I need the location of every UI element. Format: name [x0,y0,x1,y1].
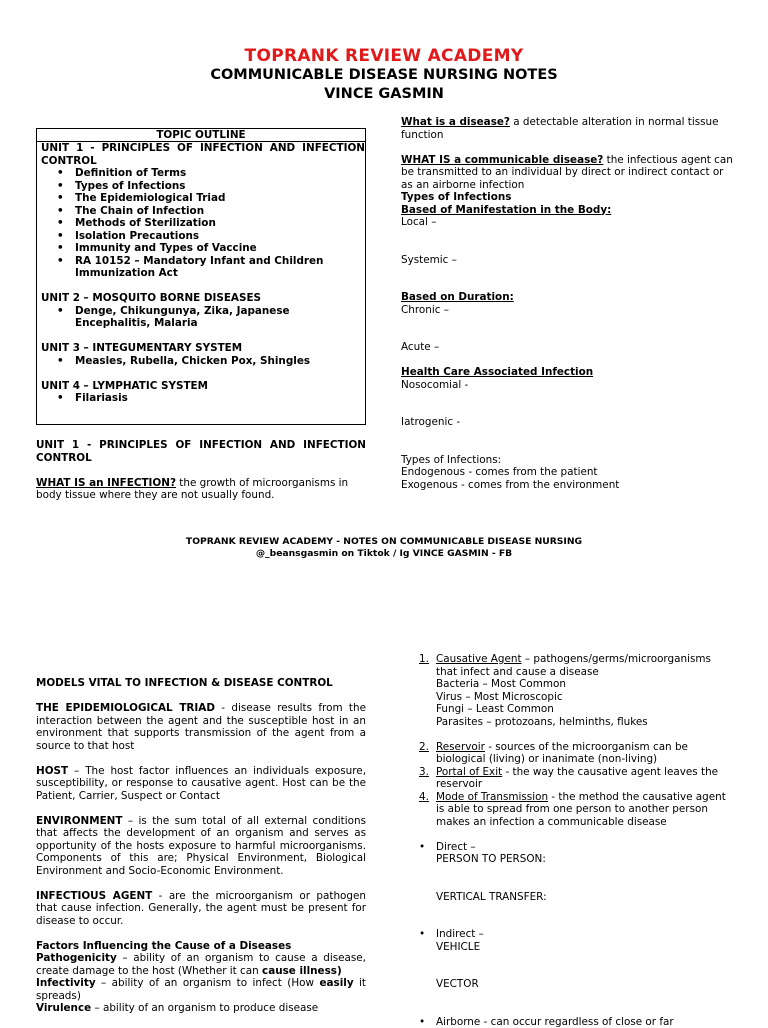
list-item: • Isolation Precautions [75,230,365,243]
page1-left-column [36,439,366,502]
unit2-title: UNIT 2 – MOSQUITO BORNE DISEASES [37,292,365,305]
triad-term: THE EPIDEMIOLOGICAL TRIAD [36,702,215,714]
unit2-topics [37,305,365,330]
page-footer [0,536,768,559]
item-number: 3. [419,766,429,779]
vector-label: VECTOR [401,978,733,991]
endogenous-label: Endogenous - comes from the patient [401,466,733,479]
unit1-title: UNIT 1 - PRINCIPLES OF INFECTION AND INFECTION CONTROL [37,142,365,167]
list-item: • Measles, Rubella, Chicken Pox, Shingles [75,355,365,368]
pathogenicity-paragraph [36,952,366,977]
infectivity-bold: easily [319,977,353,989]
virulence-term: Virulence [36,1002,91,1014]
portal-exit-def: - the way the causative agent leaves the reservoir [436,766,718,791]
page2-left-column [36,677,366,1015]
host-term: HOST [36,765,68,777]
topic-outline-title: TOPIC OUTLINE [37,129,365,142]
list-item: • RA 10152 – Mandatory Infant and Children Immunization Act [75,255,365,280]
item-number: 1. [419,653,429,666]
host-def: – The host factor influences an individuals exposure, susceptibility, or response to causative agent. Host can be the Patient, Carrier, Suspect or Contact [36,765,366,802]
infectivity-def1: – ability of an organism to infect (How [96,977,320,989]
vertical-transfer-label: VERTICAL TRANSFER: [401,891,733,904]
communicable-term: WHAT IS a communicable disease? [401,154,603,166]
list-item [401,741,733,766]
bacteria-line: Bacteria – Most Common [401,678,733,691]
environment-def: – is the sum total of all external conditions that affects the development of an organism and serves as opportunity of the hosts exposure to harmful microorganisms. Components of this are; Physical Environment, Biological Environment and Socio-Economic Environment. [36,815,366,877]
virulence-def: – ability of an organism to produce disease [91,1002,318,1014]
list-item [401,766,733,791]
agent-term: INFECTIOUS AGENT [36,890,152,902]
list-item: • Immunity and Types of Vaccine [75,242,365,255]
portal-exit-term: Portal of Exit [436,766,502,778]
hcai-heading: Health Care Associated Infection [401,366,733,379]
nosocomial-label: Nosocomial - [401,379,733,392]
infectivity-term: Infectivity [36,977,96,989]
person-to-person-label: PERSON TO PERSON: [401,853,733,866]
list-item: • Denge, Chikungunya, Zika, Japanese Encephalitis, Malaria [75,305,365,330]
disease-definition [401,116,733,141]
reservoir-term: Reservoir [436,741,485,753]
list-item: • Types of Infections [75,180,365,193]
page1-right-column [401,116,733,491]
agent-def: - are the microorganism or pathogen that cause infection. Generally, the agent must be present for disease to occur. [36,890,366,927]
factors-heading: Factors Influencing the Cause of a Diseases [36,940,366,953]
list-item [401,791,733,829]
infectivity-def2: it spreads) [36,977,366,1002]
unit1-heading: UNIT 1 - PRINCIPLES OF INFECTION AND INFECTION CONTROL [36,439,366,464]
pathogenicity-term: Pathogenicity [36,952,117,964]
academy-title: TOPRANK REVIEW ACADEMY [0,46,768,66]
footer-line2: @_beansgasmin on Tiktok / Ig VINCE GASMIN - FB [0,548,768,560]
manifestation-heading: Based of Manifestation in the Body: [401,204,733,217]
virus-line: Virus – Most Microscopic [401,691,733,704]
document-subtitle: COMMUNICABLE DISEASE NURSING NOTES [0,66,768,84]
transmission-term: Mode of Transmission [436,791,548,803]
triad-def: - disease results from the interaction between the agent and the susceptible host in an environment that supports transmission of the agent from a source to that host [36,702,366,752]
iatrogenic-label: Iatrogenic - [401,416,733,429]
triad-paragraph [36,702,366,752]
list-item [401,653,733,678]
virulence-paragraph [36,1002,366,1015]
unit3-title: UNIT 3 – INTEGUMENTARY SYSTEM [37,342,365,355]
list-item: • Filariasis [75,392,365,405]
chain-list-cont [401,741,733,829]
vehicle-label: VEHICLE [401,941,733,954]
indirect-item: • Indirect – [401,928,733,941]
unit4-topics [37,392,365,405]
item-number: 2. [419,741,429,754]
local-label: Local – [401,216,733,229]
causative-agent-def: – pathogens/germs/microorganisms that infect and cause a disease [436,653,711,678]
chronic-label: Chronic – [401,304,733,317]
disease-def-text: a detectable alteration in normal tissue function [401,116,719,141]
communicable-def-text: the infectious agent can be transmitted to an individual by direct or indirect contact or as an airborne infection [401,154,733,191]
models-heading: MODELS VITAL TO INFECTION & DISEASE CONTROL [36,677,366,690]
list-item: • The Epidemiological Triad [75,192,365,205]
infection-definition [36,477,366,502]
environment-paragraph [36,815,366,878]
communicable-definition [401,154,733,192]
types-label: Types of Infections: [401,454,733,467]
unit1-topics [37,167,365,280]
unit3-topics [37,355,365,368]
list-item: • The Chain of Infection [75,205,365,218]
parasites-line: Parasites – protozoans, helminths, flukes [401,716,733,729]
host-paragraph [36,765,366,803]
environment-term: ENVIRONMENT [36,815,122,827]
list-item: • Definition of Terms [75,167,365,180]
pathogenicity-bold: cause illness) [262,965,342,977]
acute-label: Acute – [401,341,733,354]
direct-item: • Direct – [401,841,733,854]
systemic-label: Systemic – [401,254,733,267]
exogenous-label: Exogenous - comes from the environment [401,479,733,492]
airborne-item: • Airborne - can occur regardless of close or far [401,1016,733,1028]
fungi-line: Fungi – Least Common [401,703,733,716]
infection-term: WHAT IS an INFECTION? [36,477,176,489]
types-heading: Types of Infections [401,191,733,204]
pathogenicity-def: – ability of an organism to cause a disease, create damage to the host (Whether it can [36,952,366,977]
unit4-title: UNIT 4 – LYMPHATIC SYSTEM [37,380,365,393]
chain-list [401,653,733,678]
footer-line1: TOPRANK REVIEW ACADEMY - NOTES ON COMMUNICABLE DISEASE NURSING [0,536,768,548]
infectivity-paragraph [36,977,366,1002]
topic-outline-box [36,128,366,425]
infection-def-text: the growth of microorganisms in body tissue where they are not usually found. [36,477,348,502]
duration-heading: Based on Duration: [401,291,733,304]
document-author: VINCE GASMIN [0,85,768,103]
page2-right-column [401,653,733,1028]
transmission-def: - the method the causative agent is able to spread from one person to another person makes an infection a communicable disease [436,791,726,828]
list-item: • Methods of Sterilization [75,217,365,230]
agent-paragraph [36,890,366,928]
item-number: 4. [419,791,429,804]
causative-agent-term: Causative Agent [436,653,522,665]
reservoir-def: - sources of the microorganism can be biological (living) or inanimate (non-living) [436,741,688,766]
disease-term: What is a disease? [401,116,510,128]
